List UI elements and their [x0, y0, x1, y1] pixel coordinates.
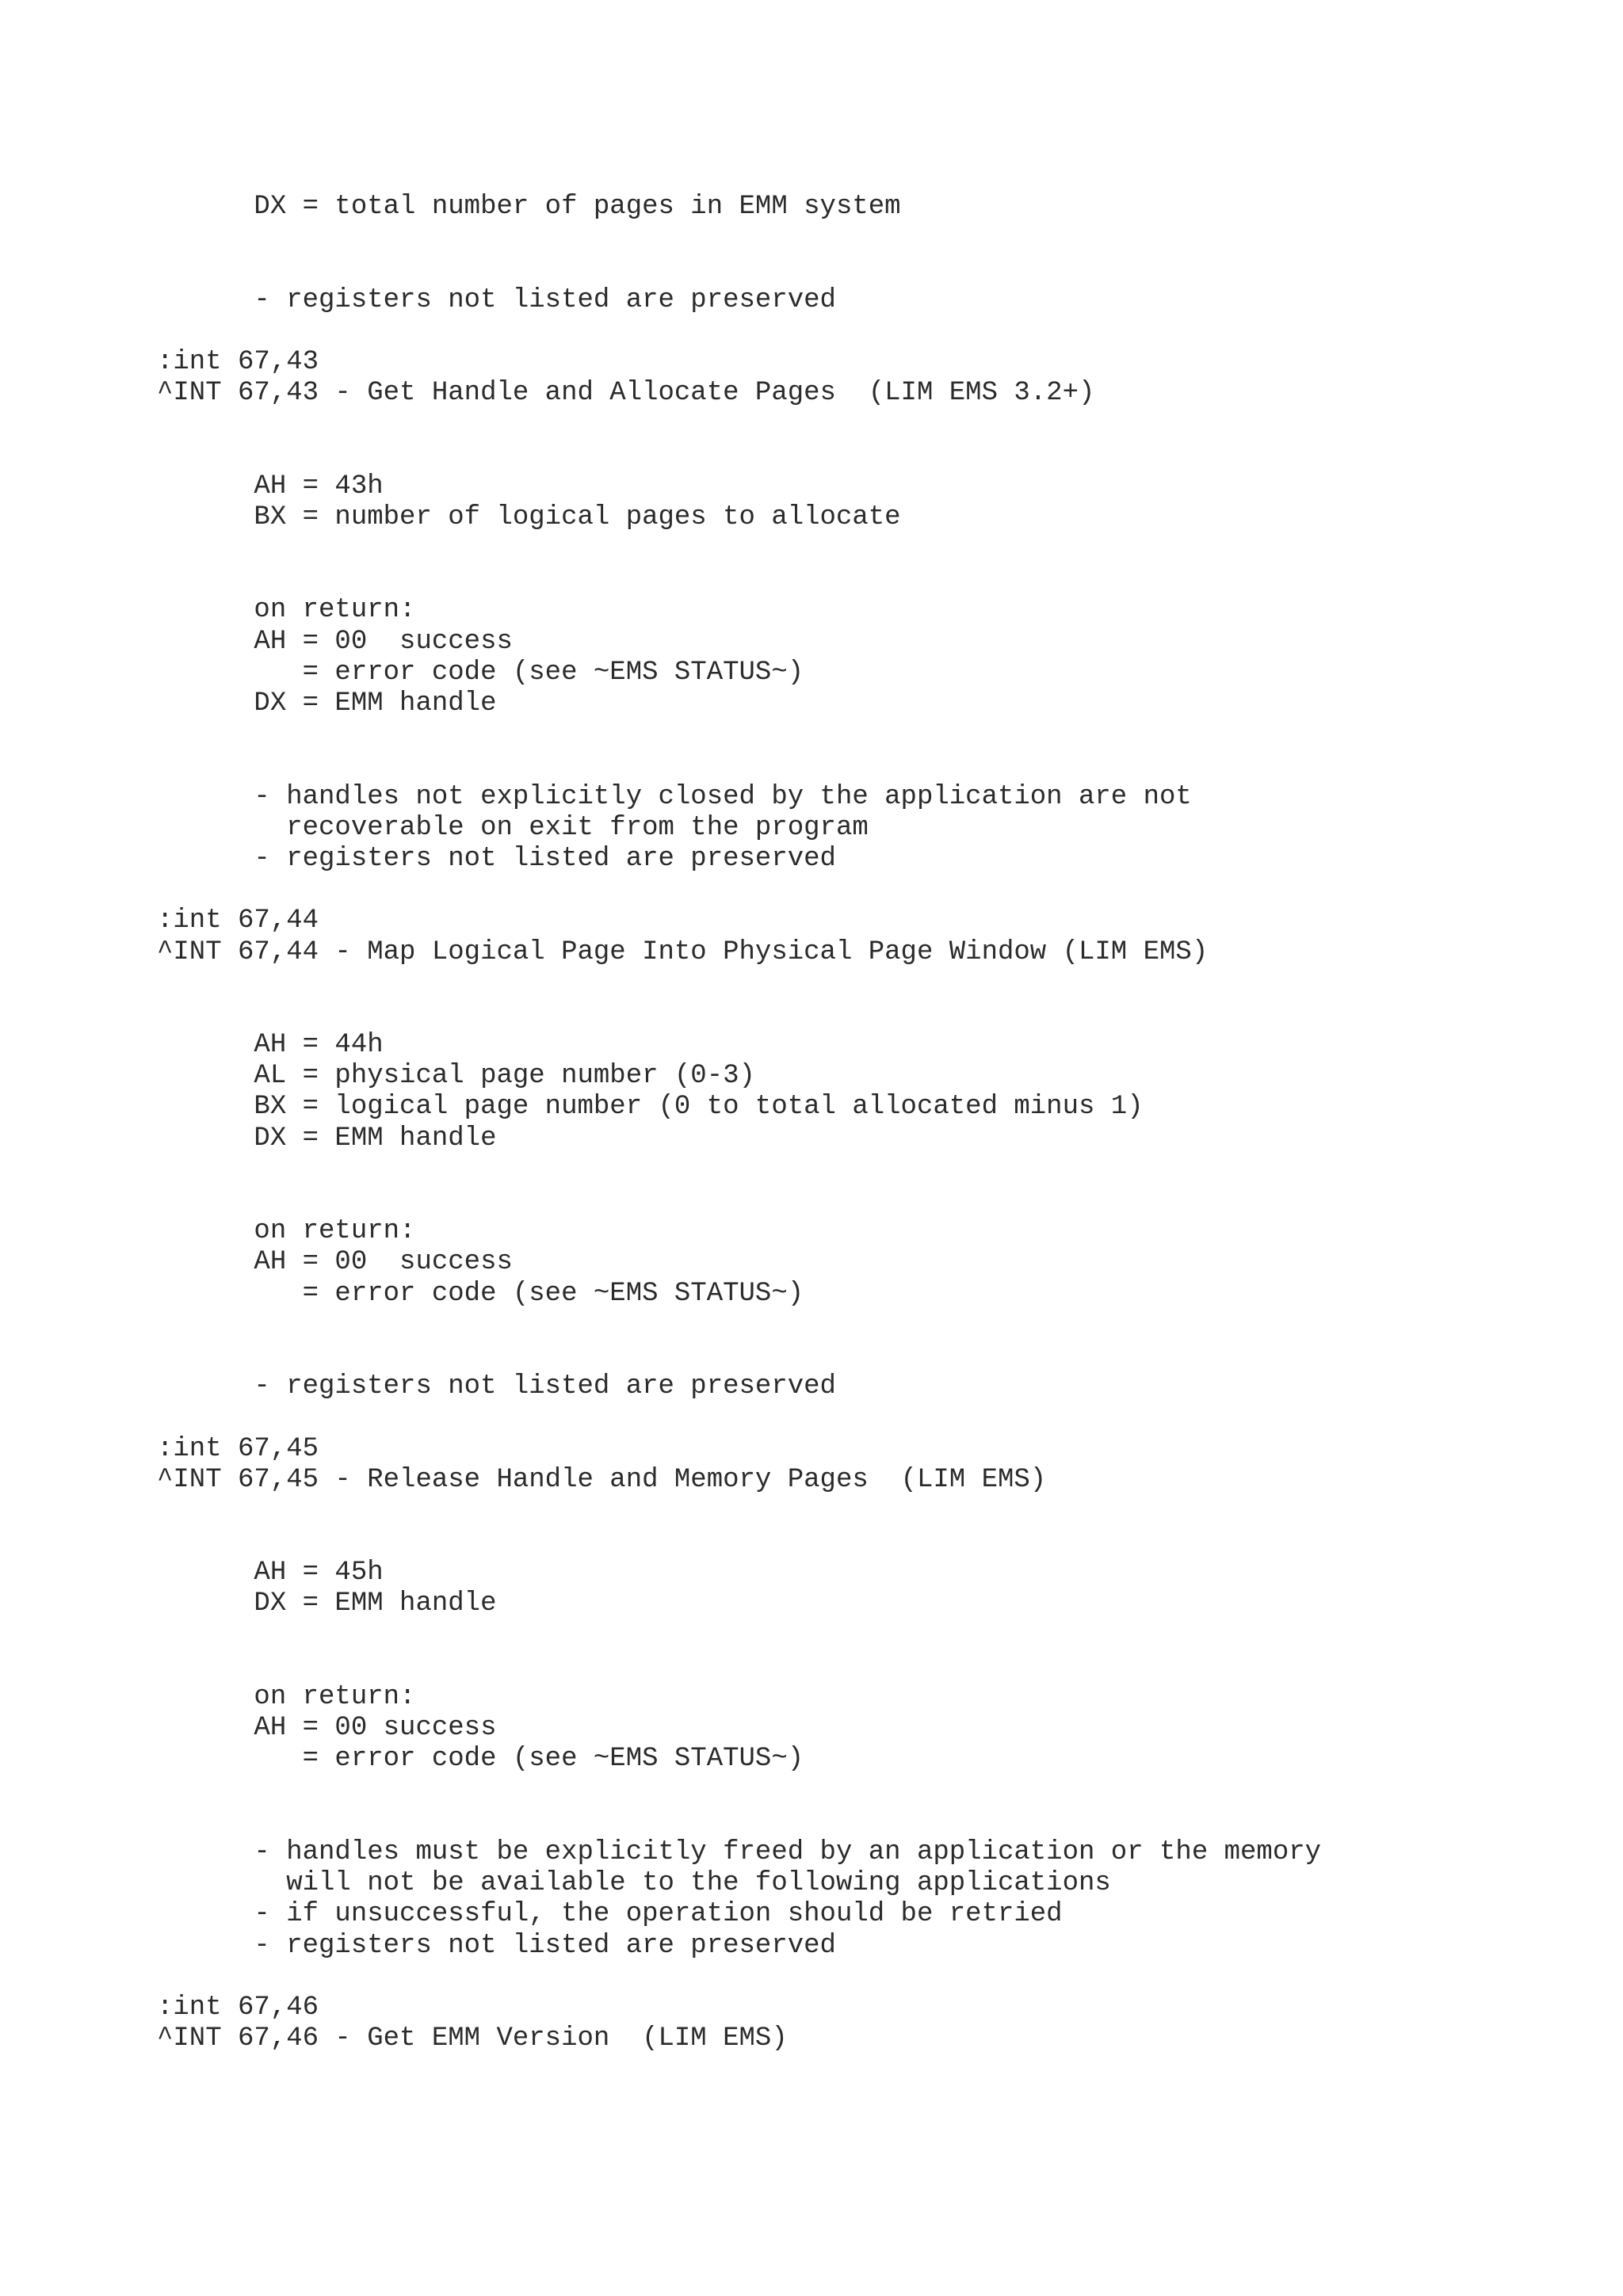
- document-line: ^INT 67,44 - Map Logical Page Into Physical Page Window (LIM EMS): [157, 936, 1209, 967]
- document-line: recoverable on exit from the program: [157, 812, 869, 843]
- document-line: = error code (see ~EMS STATUS~): [157, 657, 804, 688]
- blank-line: [157, 1310, 1599, 1341]
- blank-line: [157, 1185, 1599, 1216]
- blank-line: [157, 254, 1599, 284]
- blank-line: [157, 1402, 1599, 1433]
- document-line: DX = EMM handle: [157, 1589, 497, 1619]
- blank-line: [157, 564, 1599, 595]
- blank-line: [157, 316, 1599, 347]
- blank-line: [157, 441, 1599, 471]
- document-line: - registers not listed are preserved: [157, 1930, 836, 1961]
- blank-line: [157, 719, 1599, 750]
- blank-line: [157, 409, 1599, 440]
- document-line: AH = 00 success: [157, 1713, 497, 1744]
- document-line: = error code (see ~EMS STATUS~): [157, 1278, 804, 1309]
- document-line: :int 67,44: [157, 906, 319, 936]
- blank-line: [157, 1341, 1599, 1371]
- blank-line: [157, 1154, 1599, 1185]
- blank-line: [157, 1651, 1599, 1682]
- document-line: ^INT 67,43 - Get Handle and Allocate Pages (LIM EMS 3.2+): [157, 378, 1095, 409]
- blank-line: [157, 875, 1599, 906]
- document-line: AH = 44h: [157, 1030, 384, 1061]
- blank-line: [157, 1620, 1599, 1651]
- document-line: AL = physical page number (0-3): [157, 1061, 755, 1092]
- document-line: DX = EMM handle: [157, 1123, 497, 1154]
- document-line: - registers not listed are preserved: [157, 284, 836, 315]
- document-line: DX = EMM handle: [157, 688, 497, 719]
- blank-line: [157, 999, 1599, 1030]
- document-line: :int 67,46: [157, 1992, 319, 2023]
- document-line: - registers not listed are preserved: [157, 1371, 836, 1402]
- document-line: AH = 00 success: [157, 626, 513, 657]
- document-line: :int 67,45: [157, 1433, 319, 1464]
- blank-line: [157, 223, 1599, 254]
- document-line: - handles not explicitly closed by the application are not: [157, 781, 1192, 812]
- document-line: BX = number of logical pages to allocate: [157, 502, 901, 532]
- document-line: DX = total number of pages in EMM system: [157, 192, 901, 222]
- document-line: = error code (see ~EMS STATUS~): [157, 1744, 804, 1775]
- document-line: AH = 43h: [157, 471, 384, 502]
- blank-line: [157, 1962, 1599, 1993]
- blank-line: [157, 750, 1599, 781]
- document-line: on return:: [157, 1682, 416, 1712]
- blank-line: [157, 1775, 1599, 1806]
- document-line: ^INT 67,46 - Get EMM Version (LIM EMS): [157, 2023, 788, 2054]
- document-line: AH = 45h: [157, 1558, 384, 1589]
- blank-line: [157, 1806, 1599, 1837]
- blank-line: [157, 1496, 1599, 1527]
- document-line: on return:: [157, 1216, 416, 1247]
- document-line: ^INT 67,45 - Release Handle and Memory Pages (LIM EMS): [157, 1464, 1047, 1495]
- document-line: BX = logical page number (0 to total allocated minus 1): [157, 1092, 1144, 1123]
- document-line: on return:: [157, 595, 416, 626]
- document-line: AH = 00 success: [157, 1247, 513, 1278]
- document-text: [157, 192, 1599, 2054]
- blank-line: [157, 968, 1599, 999]
- document-line: :int 67,43: [157, 346, 319, 377]
- document-line: - registers not listed are preserved: [157, 843, 836, 874]
- document-line: - handles must be explicitly freed by an application or the memory: [157, 1836, 1322, 1867]
- blank-line: [157, 1527, 1599, 1558]
- document-line: will not be available to the following applications: [157, 1868, 1111, 1899]
- document-line: - if unsuccessful, the operation should be retried: [157, 1899, 1063, 1930]
- blank-line: [157, 533, 1599, 564]
